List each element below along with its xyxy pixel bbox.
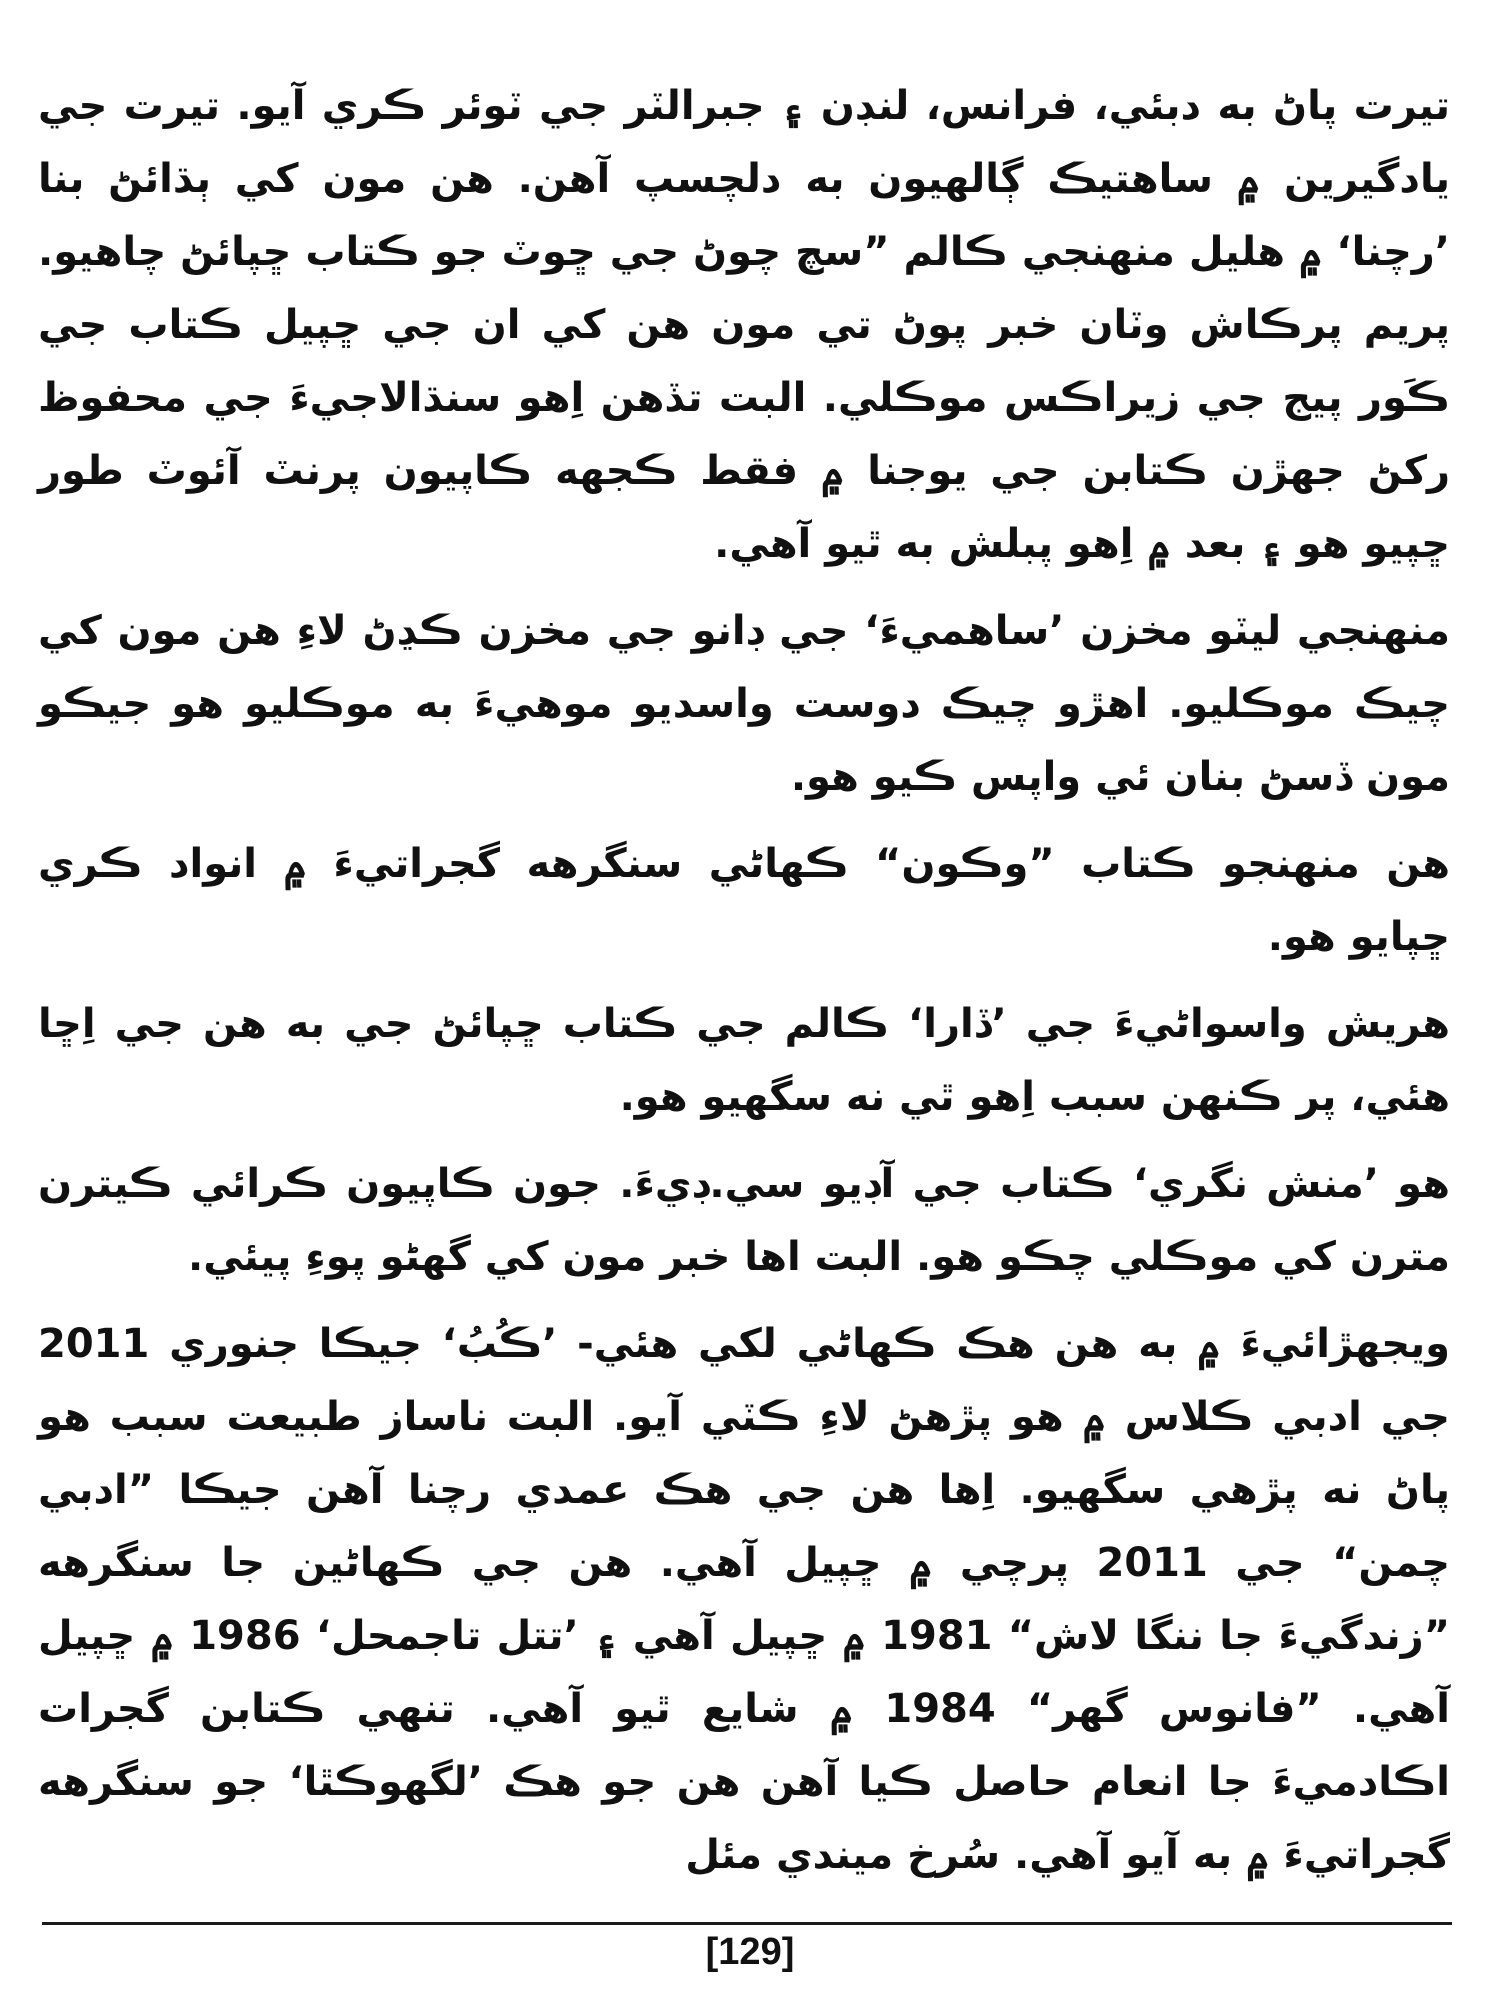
paragraph-5: هو ’منش نگري‘ ڪتاب جي آڊيو سي.ڊيءَ. جون ڪاپيون ڪرائي ڪيترن مترن کي موڪلي چڪو هو. البت اها خبر مون کي گهڻو پوءِ پيئي. [38, 1161, 1450, 1280]
paragraph-2: منهنجي ليٽو مخزن ’ساهميءَ‘ جي ڊانو جي مخزن ڪڍڻ لاءِ هن مون کي چيڪ موڪليو. اهڙو چيڪ دوست واسديو موهيءَ به موڪليو هو جيڪو مون ڏسڻ بنان ئي واپس ڪيو هو. [38, 608, 1450, 800]
paragraph-3: هن منهنجو ڪتاب ”وڪون“ ڪهاڻي سنگرهه گجراتيءَ ۾ انواد ڪري ڇپايو هو. [38, 841, 1450, 960]
body-text [38, 70, 1450, 1892]
paragraph-4: هريش واسواڻيءَ جي ’ڏارا‘ ڪالم جي ڪتاب ڇپائڻ جي به هن جي اِڇا هئي، پر ڪنهن سبب اِهو ٿي نه سگهيو هو. [38, 1001, 1450, 1120]
paragraph-1: تيرت پاڻ به دبئي، فرانس، لنڊن ۽ جبرالٽر جي ٽوئر ڪري آيو. تيرت جي يادگيرين ۾ ساهتيڪ ڳالهيون به دلچسپ آهن. هن مون کي ٻڌائڻ بنا ’رچنا‘ ۾ هليل منهنجي ڪالم ”سچ چوڻ جي ڇوٽ جو ڪتاب ڇپائڻ چاهيو. پريم پرڪاش وٽان خبر پوڻ تي مون هن کي ان جي ڇپيل ڪتاب جي ڪَور پيج جي زيراڪس موڪلي. البت تڏهن اِهو سنڌالاجيءَ جي محفوظ رکڻ جهڙن ڪتابن جي يوجنا ۾ فقط ڪجهه ڪاپيون پرنٽ آئوٽ طور ڇپيو هو ۽ بعد ۾ اِهو پبلش به ٿيو آهي. [38, 83, 1450, 567]
paragraph-6: ويجهڙائيءَ ۾ به هن هڪ ڪهاڻي لکي هئي- ’ڪُبُ‘ جيڪا جنوري 2011 جي ادبي ڪلاس ۾ هو پڙهڻ لاءِ ڪٽي آيو. البت ناساز طبيعت سبب هو پاڻ نه پڙهي سگهيو. اِها هن جي هڪ عمدي رچنا آهن جيڪا ”ادبي چمن“ جي 2011 پرچي ۾ ڇپيل آهي. هن جي ڪهاڻين جا سنگرهه ”زندگيءَ جا ننگا لاش“ 1981 ۾ ڇپيل آهي ۽ ’تتل تاجمحل‘ 1986 ۾ ڇپيل آهي. ”فانوس گهر“ 1984 ۾ شايع ٿيو آهي. تنهي ڪتابن گجرات اڪادميءَ جا انعام حاصل ڪيا آهن هن جو هڪ ’لگهوڪٿا‘ جو سنگرهه گجراتيءَ ۾ به آيو آهي. سُرخ ميندي مئل [38, 1321, 1450, 1878]
page-number: [129] [705, 1931, 795, 1973]
footer-rule [42, 1922, 1452, 1925]
